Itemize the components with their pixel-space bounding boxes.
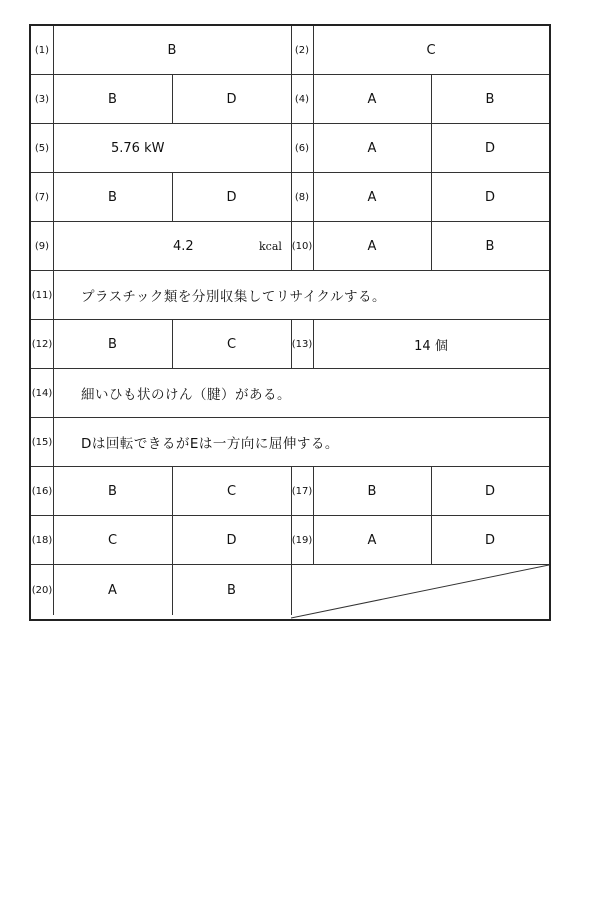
answer-cell: C <box>107 532 118 548</box>
question-number: (4) <box>294 93 310 105</box>
row-9 <box>31 418 549 467</box>
question-number: (5) <box>34 142 50 154</box>
answer-cell: D <box>484 532 495 548</box>
answer-cell: B <box>485 238 495 254</box>
unit-label: kcal <box>259 239 282 253</box>
question-number: (11) <box>31 289 53 301</box>
question-number: (10) <box>291 240 313 252</box>
answer-cell: D <box>484 189 495 205</box>
question-number: (17) <box>291 485 313 497</box>
question-number: (2) <box>294 44 310 56</box>
answer-value: 4.2 <box>173 238 194 254</box>
row-4 <box>31 173 549 222</box>
row-5 <box>31 222 549 271</box>
answer-cell: C <box>426 42 436 58</box>
answer-cell: D <box>484 140 495 156</box>
answer-text: プラスチック類を分別収集してリサイクルする。 <box>81 289 387 305</box>
question-number: (19) <box>291 534 313 546</box>
answer-cell: B <box>108 91 117 107</box>
answer-cell: B <box>108 483 117 499</box>
question-number: (8) <box>294 191 310 203</box>
answer-cell: A <box>108 582 117 598</box>
question-number: (12) <box>31 338 53 350</box>
answer-cell: A <box>367 91 377 107</box>
question-number: (20) <box>31 584 53 596</box>
answer-cell: B <box>367 483 377 499</box>
answer-cell: 14 個 <box>414 338 448 354</box>
answer-cell: A <box>367 140 377 156</box>
question-number: (6) <box>294 142 310 154</box>
row-10 <box>31 467 549 516</box>
answer-cell: D <box>226 91 237 107</box>
answer-cell: C <box>226 483 237 499</box>
answer-cell: A <box>367 189 377 205</box>
answer-cell: 5.76 kW <box>111 140 165 156</box>
question-number: (3) <box>34 93 50 105</box>
row-8 <box>31 369 549 418</box>
question-number: (14) <box>31 387 53 399</box>
answer-cell: D <box>226 189 237 205</box>
row-7 <box>31 320 549 369</box>
row-11 <box>31 516 549 565</box>
answer-sheet <box>29 24 551 621</box>
answer-text: Dは回転できるがEは一方向に屈伸する。 <box>81 436 339 452</box>
question-number: (18) <box>31 534 53 546</box>
answer-cell: B <box>227 582 236 598</box>
empty-cell-diagonal <box>291 565 549 619</box>
question-number: (15) <box>31 436 53 448</box>
question-number: (13) <box>291 338 313 350</box>
answer-cell: B <box>485 91 495 107</box>
question-number: (9) <box>34 240 50 252</box>
answer-text: 細いひも状のけん（腱）がある。 <box>81 387 291 403</box>
row-6 <box>31 271 549 320</box>
answer-cell: B <box>167 42 177 58</box>
answer-cell: B <box>108 336 117 352</box>
row-1 <box>31 26 549 75</box>
answer-cell: D <box>484 483 495 499</box>
question-number: (16) <box>31 485 53 497</box>
row-2 <box>31 75 549 124</box>
answer-cell: A <box>367 532 377 548</box>
answer-cell: B <box>108 189 117 205</box>
answer-cell: D <box>226 532 237 548</box>
question-number: (1) <box>34 44 50 56</box>
answer-cell: A <box>367 238 377 254</box>
answer-cell <box>53 222 291 270</box>
question-number: (7) <box>34 191 50 203</box>
row-3 <box>31 124 549 173</box>
row-12 <box>31 565 549 615</box>
answer-cell: C <box>226 336 237 352</box>
